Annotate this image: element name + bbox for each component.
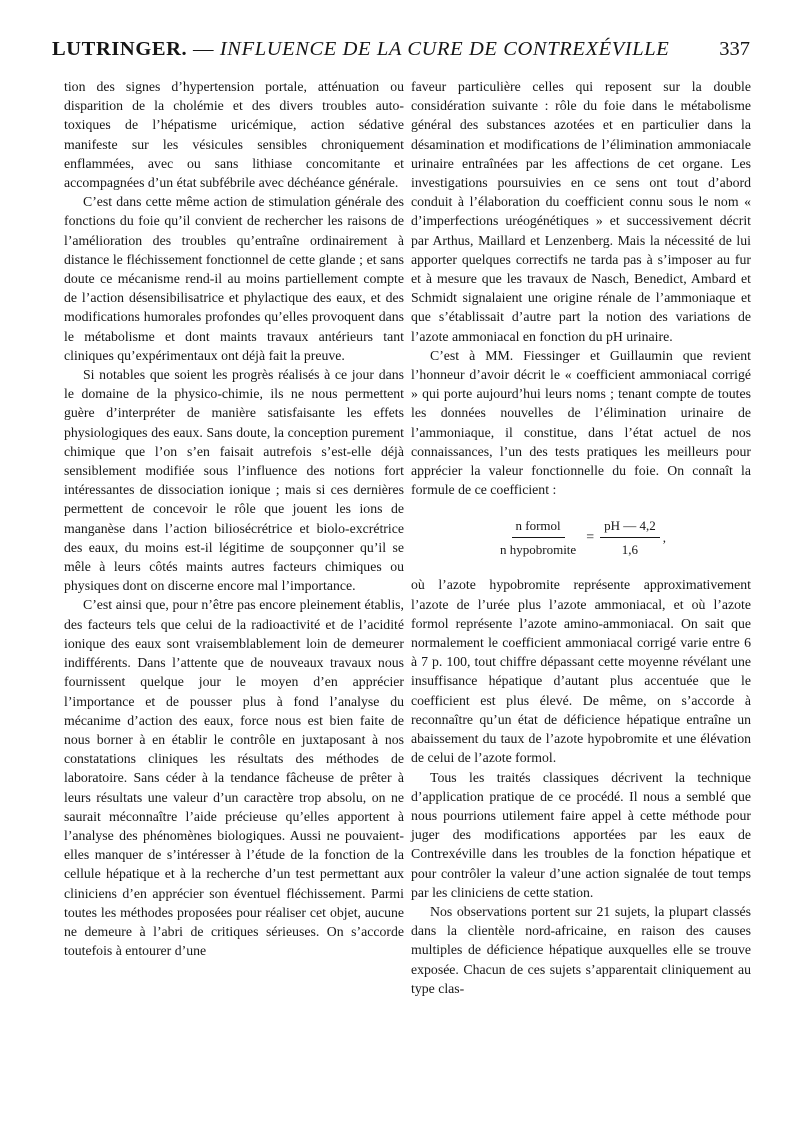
header-separator: — <box>193 38 215 60</box>
paragraph: C’est dans cette même action de stimulation générale des fonctions du foie qu’il convient de rechercher les raisons de l’amélioration des troubles qu’entraîne ordinairement à distance le fléchissement fonctionnel de cette glande ; et sans doute ce mécanisme rend-il au moins partiellement compte de l’action désensibilisatrice et phylactique des eaux, et des modifications humorales profondes qu’elles provoquent dans le métabolisme et dont maints travaux antérieurs tant cliniques qu’expérimentaux ont déjà fait la preuve. <box>64 194 404 363</box>
paragraph: Tous les traités classiques décrivent la technique d’application pratique de ce procédé. Il nous a semblé que nous pourrions utilement faire appel à cette méthode pour juger des modifications apportées par les eaux de Contrexéville dans les troubles de la fonction hépatique et pour contrôler la valeur d’une action signalée de tout temps par les cliniciens de cette station. <box>411 769 751 900</box>
formula-left-denominator: n hypobromite <box>500 541 577 557</box>
paragraph: Si notables que soient les progrès réalisés à ce jour dans le domaine de la physico-chimie, ils ne nous permettent guère d’interpréter de manière satisfaisante les effets physiologiques des eaux. Sans doute, la conception purement chimique que l’on s’en faisait autrefois s’est-elle déjà sensiblement modifiée sous l’influence des notions fort intéressantes de dissociation ionique ; mais si ces dernières permettent de concevoir le rôle que jouent les ions de manganèse dans l’action biliosécrétrice et biolo-excrétrice des eaux, du moins est-il légitime de soupçonner qu’il se mêle à leurs côtés maints autres facteurs chimiques ou physiques dont on discerne encore mal l’importance. <box>64 367 404 594</box>
formula-left-fraction <box>496 516 580 559</box>
page-number: 337 <box>719 38 750 60</box>
paragraph: faveur particulière celles qui reposent sur la double considération suivante : rôle du foie dans le métabolisme général des substances azotées et en particulier dans la désamination et modifications de l’élimination ammoniacale urinaire entraînées par les affections de cet organe. Les investigations poursuivies en ce sens ont tout d’abord conduit à l’élaboration du coefficient connu sous le nom « d’imperfections uréogénétiques » et successivement décrit par Arthus, Maillard et Lenzenberg. Mais la nécessité de lui apporter quelques correctifs ne tarda pas à s’imposer au fur et à mesure que les travaux de Nasch, Benedict, Ambard et Schmidt signalaient une origine rénale de l’ammoniaque et que s’établissait d’autre part la notion des variations de l’azote ammoniacal en fonction du pH urinaire. <box>411 79 751 344</box>
paragraph: C’est à MM. Fiessinger et Guillaumin que revient l’honneur d’avoir décrit le « coefficient ammoniacal corrigé » qui porte aujourd’hui leurs noms ; tenant compte de toutes les données nouvelles de l’élimination urinaire de l’ammoniaque, il constitue, dans l’état actuel de nos connaissances, l’un des tests pratiques les meilleurs pour apprécier la valeur fonctionnelle du foie. On connaît la formule de ce coefficient : <box>411 347 751 498</box>
header-author: LUTRINGER. <box>52 38 188 60</box>
paragraph: Nos observations portent sur 21 sujets, la plupart classés dans la clientèle nord-africaine, en raison des causes multiples de déficience hépatique auxquelles elle se trouve exposée. Chacun de ces sujets s’apparentait cliniquement au type clas- <box>411 903 751 996</box>
header-left <box>52 38 669 61</box>
right-column <box>411 77 751 998</box>
formula-trailing-comma: , <box>662 529 666 545</box>
running-header <box>52 38 750 68</box>
paragraph: où l’azote hypobromite représente approximativement l’azote de l’urée plus l’azote ammoniacal, et où l’azote formol représente l’azote amino-ammoniacal. On sait que normalement le coefficient ammoniacal corrigé varie entre 6 à 7 p. 100, tout chiffre dépassant cette moyenne révélant une insuffisance hépatique d’autant plus accentuée que le coefficient est plus élevé. De même, on s’accorde à reconnaître qu’un état de déficience hépatique entraîne un abaissement du taux de l’azote hypobromite et une élévation de celui de l’azote formol. <box>411 577 751 766</box>
formula-right-fraction <box>600 516 660 559</box>
formula-left-numerator: n formol <box>512 516 565 538</box>
coefficient-formula <box>411 499 751 575</box>
paragraph: C’est ainsi que, pour n’être pas encore pleinement établis, des facteurs tels que celui de la radioactivité et de l’acidité ionique des eaux sont vraisemblablement loin de demeurer indifférents. Dans l’attente que de nouveaux travaux nous fournissent quelque jour le moyen d’en apprécier l’importance et de pousser plus à fond l’analyse du mécanime d’action des eaux, force nous est bien faite de nous borner à en établir le contrôle en juxtaposant à nos constatations cliniques les résultats des méthodes de laboratoire. Sans céder à la tendance fâcheuse de prêter à leurs résultats une valeur d’un caractère trop absolu, on ne saurait méconnaître l’aide précieuse qu’elles apportent à l’analyse des phénomènes biologiques. Aussi ne pouvaient-elles manquer de s’intéresser à l’étude de la fonction de la cellule hépatique et à la recherche d’un test permettant aux cliniciens d’en apprécier son éventuel fléchissement. Parmi toutes les méthodes proposées pour réaliser cet objet, aucune ne demeure à l’abri de critiques sérieuses. On s’accorde toutefois à entourer d’une <box>64 597 404 959</box>
formula-right-numerator: pH — 4,2 <box>600 516 660 538</box>
formula-equals: = <box>586 529 595 545</box>
left-column <box>64 77 404 960</box>
paragraph: tion des signes d’hypertension portale, atténuation ou disparition de la cholémie et des divers troubles auto-toxiques de l’hépatisme uricémique, action sédative manifeste sur les vésicules sensibles chroniquement enflammées, avec ou sans lithiase concomitante et accompagnées d’un état subfébrile avec déchéance générale. <box>64 79 404 191</box>
formula-right-denominator: 1,6 <box>621 541 639 557</box>
header-title: INFLUENCE DE LA CURE DE CONTREXÉVILLE <box>219 38 670 60</box>
